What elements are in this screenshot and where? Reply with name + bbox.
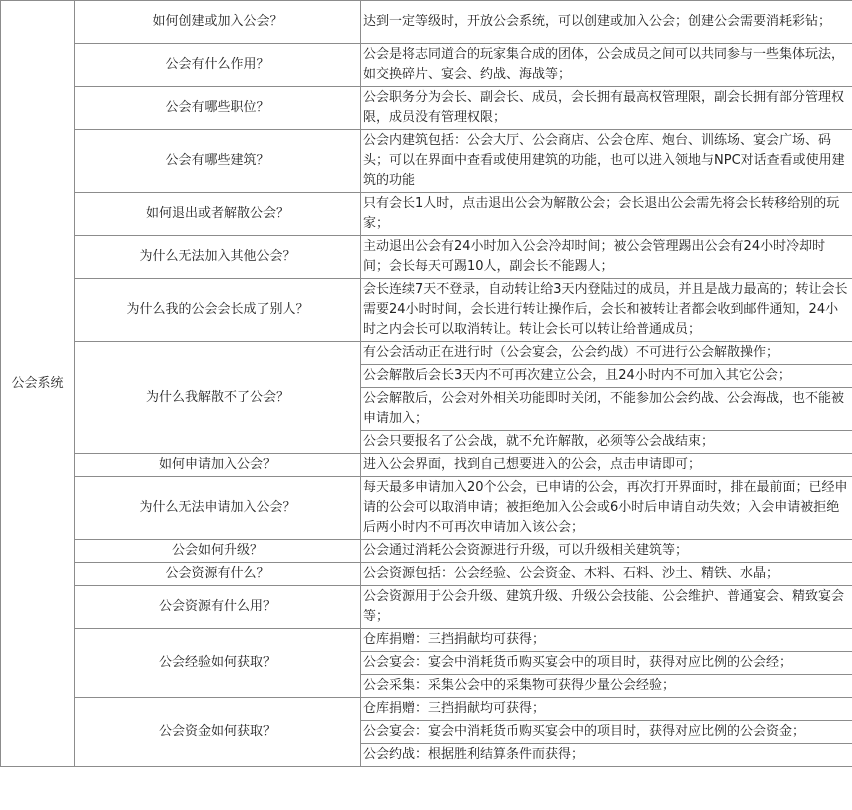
answer-cell: 公会宴会：宴会中消耗货币购买宴会中的项目时，获得对应比例的公会资金；: [361, 721, 852, 744]
answer-cell: 会长连续7天不登录，自动转让给3天内登陆过的成员，并且是战力最高的；转让会长需要24小时时间，会长进行转让操作后，会长和被转让者都会收到邮件通知，24小时之内会长可以取消转让。转让会长可以转让给普通成员；: [361, 279, 852, 342]
table-row: [1, 629, 852, 652]
answer-cell: 公会宴会：宴会中消耗货币购买宴会中的项目时，获得对应比例的公会经；: [361, 652, 852, 675]
table-row: [1, 586, 852, 629]
table-row: [1, 698, 852, 721]
answer-cell: 公会约战：根据胜利结算条件而获得；: [361, 744, 852, 767]
question-cell: 公会有哪些建筑？: [75, 130, 361, 193]
question-cell: 公会有哪些职位？: [75, 87, 361, 130]
answer-cell: 仓库捐赠：三挡捐献均可获得；: [361, 629, 852, 652]
question-cell: 公会资金如何获取？: [75, 698, 361, 767]
answer-cell: 只有会长1人时，点击退出公会为解散公会；会长退出公会需先将会长转移给别的玩家；: [361, 193, 852, 236]
answer-cell: 进入公会界面，找到自己想要进入的公会，点击申请即可；: [361, 454, 852, 477]
table-row: [1, 236, 852, 279]
question-cell: 为什么我解散不了公会？: [75, 342, 361, 454]
table-row: [1, 44, 852, 87]
answer-cell: 主动退出公会有24小时加入公会冷却时间；被公会管理踢出公会有24小时冷却时间；会长每天可踢10人，副会长不能踢人；: [361, 236, 852, 279]
table-row: [1, 279, 852, 342]
table-row: [1, 87, 852, 130]
answer-cell: 公会采集：采集公会中的采集物可获得少量公会经验；: [361, 675, 852, 698]
table-row: [1, 477, 852, 540]
table-row: [1, 193, 852, 236]
answer-cell: 公会资源用于公会升级、建筑升级、升级公会技能、公会维护、普通宴会、精致宴会等；: [361, 586, 852, 629]
answer-cell: 每天最多申请加入20个公会，已申请的公会，再次打开界面时，排在最前面；已经申请的公会可以取消申请；被拒绝加入公会或6小时后申请自动失效；入会申请被拒绝后两小时内不可再次申请加入该公会；: [361, 477, 852, 540]
answer-cell: 达到一定等级时，开放公会系统，可以创建或加入公会；创建公会需要消耗彩钻；: [361, 1, 852, 44]
question-cell: 为什么无法申请加入公会？: [75, 477, 361, 540]
question-cell: 如何创建或加入公会？: [75, 1, 361, 44]
question-cell: 公会资源有什么？: [75, 563, 361, 586]
question-cell: 如何退出或者解散公会？: [75, 193, 361, 236]
answer-cell: 公会职务分为会长、副会长、成员，会长拥有最高权管理限，副会长拥有部分管理权限，成员没有管理权限；: [361, 87, 852, 130]
question-cell: 公会如何升级？: [75, 540, 361, 563]
answer-cell: 公会解散后会长3天内不可再次建立公会，且24小时内不可加入其它公会；: [361, 365, 852, 388]
answer-cell: 公会是将志同道合的玩家集合成的团体，公会成员之间可以共同参与一些集体玩法，如交换碎片、宴会、约战、海战等；: [361, 44, 852, 87]
question-cell: 为什么我的公会会长成了别人？: [75, 279, 361, 342]
question-cell: 公会资源有什么用？: [75, 586, 361, 629]
answer-cell: 公会只要报名了公会战，就不允许解散，必须等公会战结束；: [361, 431, 852, 454]
table-row: [1, 563, 852, 586]
question-cell: 如何申请加入公会？: [75, 454, 361, 477]
category-cell: 公会系统: [1, 1, 75, 767]
table-row: [1, 342, 852, 365]
table-row: [1, 454, 852, 477]
answer-cell: 公会通过消耗公会资源进行升级，可以升级相关建筑等；: [361, 540, 852, 563]
answer-cell: 公会解散后，公会对外相关功能即时关闭，不能参加公会约战、公会海战，也不能被申请加入；: [361, 388, 852, 431]
table-row: [1, 1, 852, 44]
answer-cell: 仓库捐赠：三挡捐献均可获得；: [361, 698, 852, 721]
faq-table-body: [1, 1, 852, 767]
question-cell: 为什么无法加入其他公会？: [75, 236, 361, 279]
answer-cell: 有公会活动正在进行时（公会宴会，公会约战）不可进行公会解散操作；: [361, 342, 852, 365]
question-cell: 公会经验如何获取？: [75, 629, 361, 698]
answer-cell: 公会内建筑包括：公会大厅、公会商店、公会仓库、炮台、训练场、宴会广场、码头；可以在界面中查看或使用建筑的功能，也可以进入领地与NPC对话查看或使用建筑的功能: [361, 130, 852, 193]
table-row: [1, 540, 852, 563]
answer-cell: 公会资源包括：公会经验、公会资金、木料、石料、沙土、精铁、水晶；: [361, 563, 852, 586]
question-cell: 公会有什么作用？: [75, 44, 361, 87]
table-row: [1, 130, 852, 193]
